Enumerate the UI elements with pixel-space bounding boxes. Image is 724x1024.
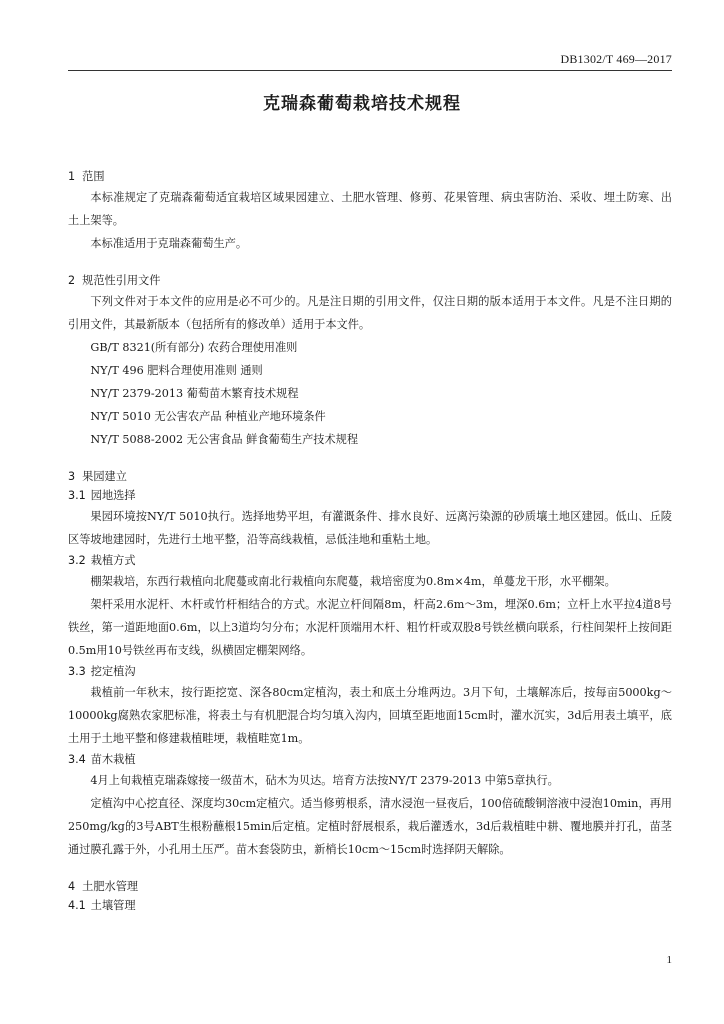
header-rule [68, 70, 672, 71]
subsection-title: 栽植方式 [90, 554, 136, 567]
subsection-title: 挖定植沟 [90, 665, 136, 678]
paragraph: 棚架栽培，东西行栽植向北爬蔓或南北行栽植向东爬蔓，栽培密度为0.8m×4m，单蔓龙干形，水平棚架。 [90, 575, 616, 588]
paragraph: 架杆采用水泥杆、木杆或竹杆相结合的方式。水泥立杆间隔8m，杆高2.6m～3m，埋深0.6m；立杆上水平拉4道8号铁丝，第一道距地面0.6m，以上3道均匀分布；水泥杆顶端用木杆、粗竹杆或双股8号铁丝横向联系，行柱间架杆上按间距0.5m用10号铁丝再布支线，纵横固定棚架网络。 [68, 598, 672, 657]
paragraph: 本标准适用于克瑞森葡萄生产。 [90, 237, 248, 250]
section-number: 3 [68, 470, 76, 483]
subsection-number: 3.2 [68, 554, 86, 567]
standard-code: DB1302/T 469—2017 [560, 52, 672, 66]
section-title: 果园建立 [82, 470, 127, 483]
subsection-heading-3-3 [68, 662, 672, 681]
reference-item: NY/T 2379-2013 葡萄苗木繁育技术规程 [90, 387, 299, 400]
section-number: 1 [68, 170, 76, 183]
section-heading-1 [68, 168, 672, 186]
reference-item: NY/T 496 肥料合理使用准则 通则 [90, 364, 263, 377]
section-heading-3 [68, 468, 672, 486]
section-gap [68, 451, 672, 468]
section-title: 范围 [82, 170, 105, 183]
section-title: 规范性引用文件 [82, 274, 161, 287]
reference-item: NY/T 5088-2002 无公害食品 鲜食葡萄生产技术规程 [90, 433, 359, 446]
reference-item: GB/T 8321(所有部分) 农药合理使用准则 [90, 341, 298, 354]
section-heading-4 [68, 878, 672, 896]
section-gap [68, 255, 672, 272]
subsection-heading-3-1 [68, 486, 672, 505]
subsection-heading-3-2 [68, 551, 672, 570]
paragraph: 栽植前一年秋末，按行距挖宽、深各80cm定植沟，表土和底土分堆两边。3月下旬，土壤解冻后，按每亩5000kg～10000kg腐熟农家肥标准，将表土与有机肥混合均匀填入沟内，回填至距地面15cm时，灌水沉实，3d后用表土填平，底土用于土地平整和修建栽植畦埂，栽植畦宽1m。 [68, 686, 672, 745]
page-number: 1 [666, 954, 672, 966]
paragraph: 本标准规定了克瑞森葡萄适宜栽培区域果园建立、土肥水管理、修剪、花果管理、病虫害防治、采收、埋土防寒、出土上架等。 [68, 191, 672, 227]
section-number: 2 [68, 274, 76, 287]
subsection-number: 4.1 [68, 899, 86, 912]
section-gap [68, 861, 672, 878]
section-heading-2 [68, 272, 672, 290]
subsection-number: 3.4 [68, 753, 86, 766]
subsection-number: 3.3 [68, 665, 86, 678]
subsection-number: 3.1 [68, 489, 86, 502]
subsection-title: 苗木栽植 [90, 753, 136, 766]
paragraph: 4月上旬栽植克瑞森嫁接一级苗木，砧木为贝达。培育方法按NY/T 2379-2013 中第5章执行。 [90, 774, 559, 787]
subsection-title: 园地选择 [90, 489, 136, 502]
document-body [68, 168, 672, 915]
subsection-heading-4-1 [68, 896, 672, 915]
subsection-title: 土壤管理 [90, 899, 136, 912]
paragraph: 果园环境按NY/T 5010执行。选择地势平坦，有灌溉条件、排水良好、远离污染源的砂质壤土地区建园。低山、丘陵区等坡地建园时，先进行土地平整，沿等高线栽植，忌低洼地和重粘土地。 [68, 510, 672, 546]
paragraph: 定植沟中心挖直径、深度均30cm定植穴。适当修剪根系，清水浸泡一昼夜后，100倍硫酸铜溶液中浸泡10min，再用250mg/kg的3号ABT生根粉蘸根15min后定植。定植时舒展根系，栽后灌透水，3d后栽植畦中耕、覆地膜并打孔，苗茎通过膜孔露于外，小孔用土压严。苗木套袋防虫，新梢长10cm～15cm时选择阴天解除。 [68, 797, 672, 856]
paragraph: 下列文件对于本文件的应用是必不可少的。凡是注日期的引用文件，仅注日期的版本适用于本文件。凡是不注日期的引用文件，其最新版本（包括所有的修改单）适用于本文件。 [68, 295, 672, 331]
document-title: 克瑞森葡萄栽培技术规程 [263, 94, 461, 114]
reference-item: NY/T 5010 无公害农产品 种植业产地环境条件 [90, 410, 326, 423]
section-title: 土肥水管理 [82, 880, 139, 893]
subsection-heading-3-4 [68, 750, 672, 769]
section-number: 4 [68, 880, 76, 893]
